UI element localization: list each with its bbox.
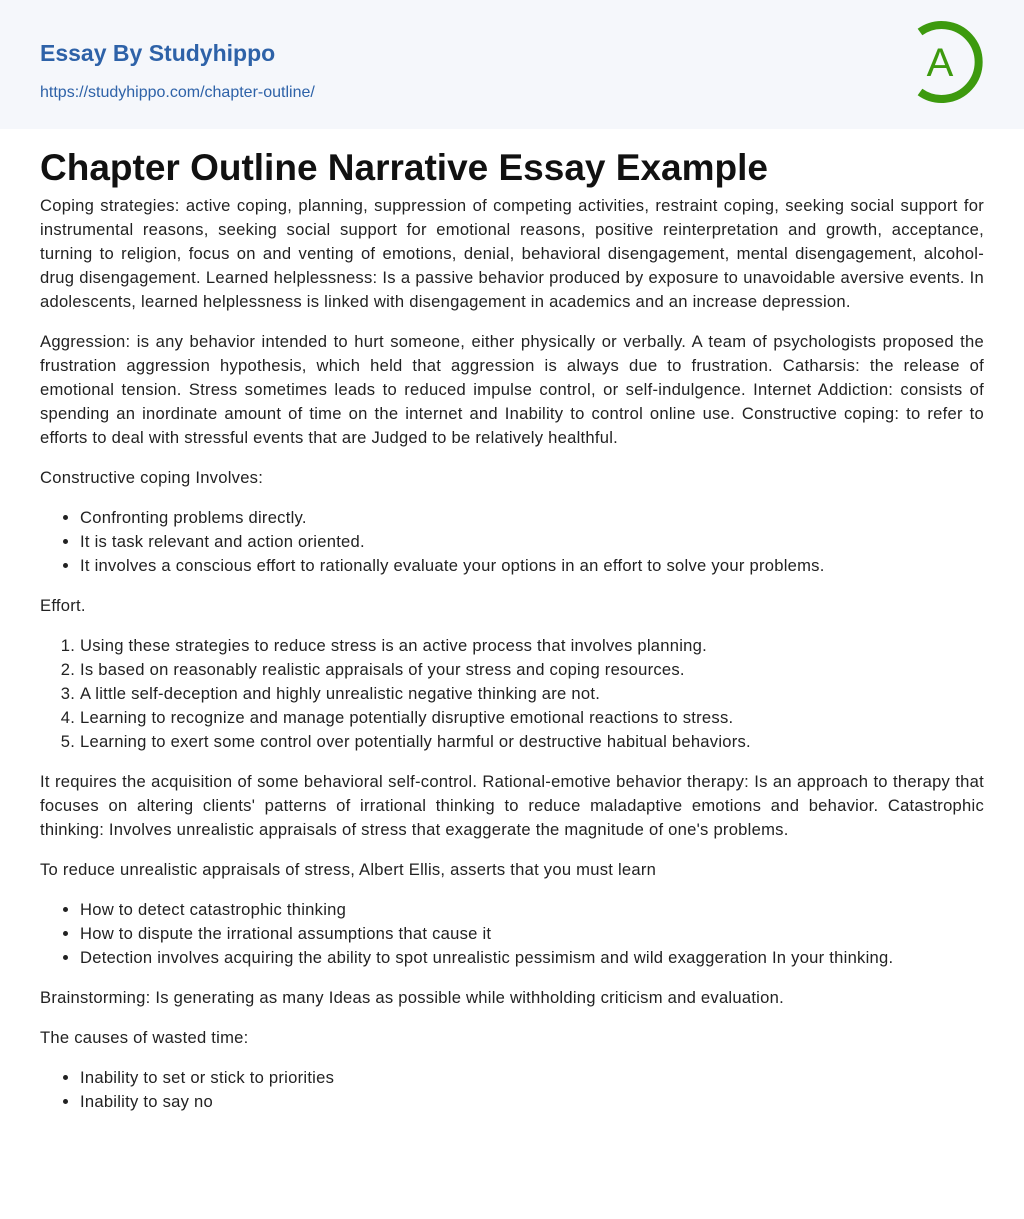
paragraph: It requires the acquisition of some behavioral self-control. Rational-emotive behavior therapy: Is an approach to therapy that focuses on altering clients' patterns of irrational thinking to reduce maladaptive emotions and behavior. Catastrophic thinking: Involves unrealistic appraisals of stress that exaggerate the magnitude of one's problems. <box>40 772 984 839</box>
list-item: • Inability to say no <box>80 1090 984 1114</box>
bullet-list <box>40 1066 984 1114</box>
list-item: 5. Learning to exert some control over potentially harmful or destructive habitual behaviors. <box>80 730 984 754</box>
bullet-list <box>40 506 984 578</box>
list-item: • How to detect catastrophic thinking <box>80 898 984 922</box>
list-item: • How to dispute the irrational assumptions that cause it <box>80 922 984 946</box>
paragraph: Constructive coping Involves: <box>40 468 264 487</box>
list-item: • It is task relevant and action oriented. <box>80 530 984 554</box>
site-name: Essay By Studyhippo <box>40 40 276 66</box>
list-item: 3. A little self-deception and highly unrealistic negative thinking are not. <box>80 682 984 706</box>
list-item: • Confronting problems directly. <box>80 506 984 530</box>
bullet-list <box>40 898 984 970</box>
list-item: • Inability to set or stick to priorities <box>80 1066 984 1090</box>
paragraph: Brainstorming: Is generating as many Ideas as possible while withholding criticism and evaluation. <box>40 988 784 1007</box>
studyhippo-logo-icon <box>912 20 986 104</box>
source-url-link[interactable]: https://studyhippo.com/chapter-outline/ <box>40 84 315 101</box>
svg-text:A: A <box>926 41 954 85</box>
paragraph: To reduce unrealistic appraisals of stress, Albert Ellis, asserts that you must learn <box>40 860 657 879</box>
paragraph: Aggression: is any behavior intended to hurt someone, either physically or verbally. A team of psychologists proposed the frustration aggression hypothesis, which held that aggression is always due to frustration. Catharsis: the release of emotional tension. Stress sometimes leads to reduced impulse control, or self-indulgence. Internet Addiction: consists of spending an inordinate amount of time on the internet and Inability to control online use. Constructive coping: to refer to efforts to deal with stressful events that are Judged to be relatively healthful. <box>40 332 984 447</box>
list-item: • Detection involves acquiring the ability to spot unrealistic pessimism and wild exaggeration In your thinking. <box>80 946 984 970</box>
numbered-list <box>40 634 984 754</box>
list-item: 4. Learning to recognize and manage potentially disruptive emotional reactions to stress. <box>80 706 984 730</box>
list-item: • It involves a conscious effort to rationally evaluate your options in an effort to solve your problems. <box>80 554 984 578</box>
paragraph: Coping strategies: active coping, planning, suppression of competing activities, restraint coping, seeking social support for instrumental reasons, seeking social support for emotional reasons, positive reinterpretation and growth, acceptance, turning to religion, focus on and venting of emotions, denial, behavioral disengagement, mental disengagement, alcohol-drug disengagement. Learned helplessness: Is a passive behavior produced by exposure to unavoidable aversive events. In adolescents, learned helplessness is linked with disengagement in academics and an increase depression. <box>40 196 984 311</box>
paragraph: The causes of wasted time: <box>40 1028 249 1047</box>
page-title: Chapter Outline Narrative Essay Example <box>40 147 768 188</box>
essay-body <box>40 194 984 1130</box>
list-item: 2. Is based on reasonably realistic appraisals of your stress and coping resources. <box>80 658 984 682</box>
paragraph: Effort. <box>40 596 86 615</box>
list-item: 1. Using these strategies to reduce stress is an active process that involves planning. <box>80 634 984 658</box>
